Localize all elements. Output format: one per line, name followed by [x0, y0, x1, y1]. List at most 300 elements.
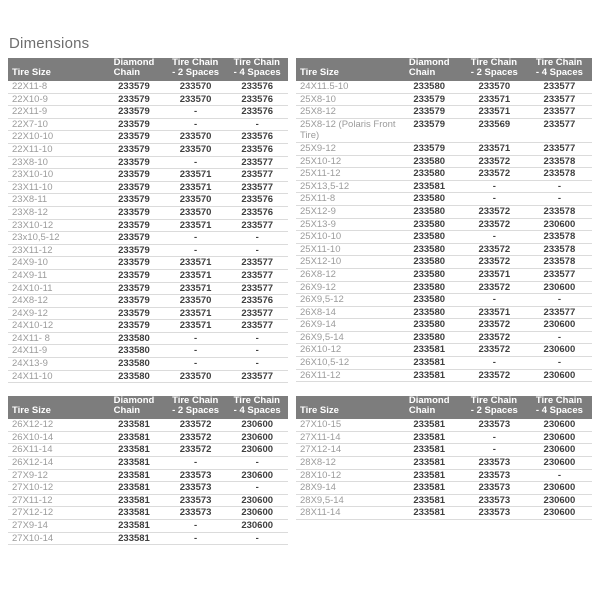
table-row [296, 444, 592, 457]
part-number-cell: 233572 [478, 218, 511, 230]
tire-size-cell: 26X8-14 [300, 306, 336, 318]
table-row [296, 143, 592, 156]
table-row [296, 507, 592, 520]
table-row [296, 269, 592, 282]
part-number-cell: 230600 [241, 520, 274, 531]
part-number-cell: 230600 [543, 218, 576, 230]
part-number-cell: 233576 [241, 81, 274, 92]
column-header-diamond-chain: Diamond Chain [113, 57, 155, 78]
column-header-tire-size: Tire Size [300, 67, 339, 78]
table-row [296, 256, 592, 269]
part-number-cell: 233580 [413, 243, 446, 255]
part-number-cell: 233571 [179, 257, 212, 269]
part-number-cell: 233580 [413, 81, 446, 92]
part-number-cell: 233577 [241, 282, 274, 294]
dimensions-table-top-right [296, 58, 592, 382]
part-number-cell: 233579 [118, 269, 150, 281]
tire-size-cell: 26X9,5-14 [300, 331, 344, 343]
part-number-cell: 233579 [118, 219, 150, 231]
table-row [296, 419, 592, 432]
part-number-cell: - [193, 332, 198, 344]
part-number-cell: 233579 [118, 118, 150, 130]
part-number-cell: 233580 [118, 332, 150, 344]
part-number-cell: 233577 [241, 181, 274, 193]
table-row [8, 320, 288, 333]
part-number-cell: 233572 [478, 344, 511, 356]
tire-size-cell: 27X10-15 [300, 419, 342, 431]
tire-size-cell: 26X9-12 [300, 281, 336, 293]
part-number-cell: 233580 [413, 205, 446, 217]
part-number-cell: 233573 [478, 419, 511, 431]
tire-size-cell: 24X9-10 [12, 257, 48, 269]
part-number-cell: 233579 [118, 206, 150, 218]
table-row [296, 231, 592, 244]
part-number-cell: - [492, 294, 496, 306]
table-body [8, 419, 288, 545]
part-number-cell: 233573 [478, 482, 511, 494]
part-number-cell: 233571 [179, 320, 212, 332]
table-row [8, 533, 288, 546]
part-number-cell: 230600 [543, 507, 576, 519]
part-number-cell: 233581 [413, 507, 446, 519]
tire-size-cell: 23X10-12 [12, 219, 54, 231]
part-number-cell: 233581 [413, 344, 446, 356]
part-number-cell: 233579 [118, 320, 150, 332]
table-row [8, 257, 288, 270]
part-number-cell: 233579 [118, 257, 150, 269]
table-header [8, 58, 288, 81]
part-number-cell: 233579 [118, 181, 150, 193]
tire-size-cell: 27X12-14 [300, 444, 342, 456]
table-row [8, 270, 288, 283]
part-number-cell: 233576 [241, 143, 274, 155]
part-number-cell: - [193, 345, 198, 357]
part-number-cell: 233573 [478, 469, 511, 481]
table-row [296, 94, 592, 107]
table-row [296, 307, 592, 320]
tire-size-cell: 25X12-9 [300, 205, 336, 217]
table-row [296, 156, 592, 169]
part-number-cell: 233577 [241, 169, 274, 181]
tire-size-cell: 28X10-12 [300, 469, 342, 481]
part-number-cell: - [557, 357, 561, 369]
table-row [8, 444, 288, 457]
table-row [8, 419, 288, 432]
tire-size-cell: 25X13-9 [300, 218, 336, 230]
part-number-cell: - [193, 244, 198, 256]
tire-size-cell: 27X10-14 [12, 532, 54, 544]
tire-size-cell: 23X8-12 [12, 206, 48, 218]
table-row [296, 282, 592, 295]
part-number-cell: 230600 [241, 444, 274, 456]
tire-size-cell: 23X8-10 [12, 156, 48, 168]
dimensions-table-bottom-right [296, 396, 592, 520]
part-number-cell: 233581 [118, 520, 150, 531]
tire-size-cell: 24X8-12 [12, 295, 48, 307]
part-number-cell: 233579 [118, 169, 150, 181]
part-number-cell: 233581 [413, 494, 446, 506]
part-number-cell: 230600 [543, 344, 576, 356]
part-number-cell: 233578 [543, 168, 576, 180]
part-number-cell: 233571 [478, 106, 511, 118]
tire-size-cell: 24X11-10 [12, 370, 53, 382]
part-number-cell: 233576 [241, 106, 274, 118]
part-number-cell: 233572 [179, 431, 212, 443]
table-row [296, 332, 592, 345]
part-number-cell: 233577 [241, 219, 274, 231]
tire-size-cell: 24X11.5-10 [300, 81, 349, 92]
part-number-cell: - [557, 180, 561, 192]
part-number-cell: 233581 [413, 469, 446, 481]
table-row [296, 244, 592, 257]
tire-size-cell: 24X10-12 [12, 320, 54, 332]
tire-size-cell: 25X10-10 [300, 231, 342, 243]
tire-size-cell: 26X9,5-12 [300, 294, 344, 306]
part-number-cell: 233580 [413, 268, 446, 280]
part-number-cell: - [255, 482, 259, 494]
part-number-cell: 233573 [478, 507, 511, 519]
tire-size-cell: 26X11-14 [12, 444, 53, 456]
part-number-cell: - [193, 358, 198, 370]
table-row [8, 308, 288, 321]
part-number-cell: - [255, 532, 259, 544]
part-number-cell: 233578 [543, 231, 576, 243]
tire-size-cell: 28X8-12 [300, 457, 336, 469]
part-number-cell: 233581 [413, 482, 446, 494]
tire-size-cell: 25X11-12 [300, 168, 341, 180]
tire-size-cell: 26X9-14 [300, 319, 336, 331]
table-row [8, 432, 288, 445]
part-number-cell: - [255, 332, 259, 344]
part-number-cell: 233579 [413, 93, 446, 105]
tire-size-cell: 23x10,5-12 [12, 232, 60, 244]
part-number-cell: 233577 [543, 118, 576, 130]
part-number-cell: 233580 [413, 306, 446, 318]
part-number-cell: 233581 [413, 419, 446, 431]
table-body [8, 81, 288, 383]
table-row [8, 94, 288, 107]
part-number-cell: 233577 [241, 156, 274, 168]
table-row [8, 220, 288, 233]
tire-size-cell: 22X10-9 [12, 93, 48, 105]
part-number-cell: - [193, 118, 198, 130]
part-number-cell: 233579 [413, 106, 446, 118]
part-number-cell: 233571 [179, 219, 212, 231]
table-row [8, 482, 288, 495]
part-number-cell: 233581 [118, 507, 150, 519]
part-number-cell: 233570 [179, 143, 212, 155]
table-row [8, 157, 288, 170]
part-number-cell: 233577 [241, 307, 274, 319]
part-number-cell: - [557, 193, 561, 205]
part-number-cell: 233573 [179, 507, 212, 519]
part-number-cell: 230600 [543, 444, 576, 456]
part-number-cell: 233571 [478, 142, 511, 154]
table-body [296, 419, 592, 520]
part-number-cell: 233581 [118, 444, 150, 456]
part-number-cell: 233572 [478, 168, 511, 180]
tire-size-cell: 25X11-8 [300, 193, 336, 205]
part-number-cell: - [492, 180, 496, 192]
column-header-tire-size: Tire Size [300, 405, 339, 417]
tire-size-cell: 24X10-11 [12, 282, 53, 294]
part-number-cell: 233576 [241, 206, 274, 218]
part-number-cell: 230600 [543, 482, 576, 494]
part-number-cell: 233581 [118, 482, 150, 494]
dimensions-table-top-left [8, 58, 288, 383]
part-number-cell: 233578 [543, 243, 576, 255]
part-number-cell: - [492, 357, 496, 369]
table-row [8, 295, 288, 308]
part-number-cell: - [492, 431, 496, 443]
part-number-cell: 233577 [241, 269, 274, 281]
column-header-tire-chain-4-spaces: Tire Chain - 4 Spaces [233, 395, 281, 417]
table-row [8, 371, 288, 384]
part-number-cell: 230600 [543, 281, 576, 293]
tire-size-cell: 28X9,5-14 [300, 494, 344, 506]
table-row [8, 507, 288, 520]
tire-size-cell: 23X10-10 [12, 169, 54, 181]
table-row [8, 470, 288, 483]
table-row [8, 283, 288, 296]
part-number-cell: 233580 [413, 331, 446, 343]
part-number-cell: 233571 [179, 181, 212, 193]
part-number-cell: - [557, 294, 561, 306]
part-number-cell: 233571 [478, 268, 511, 280]
part-number-cell: 233580 [413, 256, 446, 268]
part-number-cell: 230600 [241, 419, 274, 431]
part-number-cell: 233581 [118, 419, 150, 431]
column-header-diamond-chain: Diamond Chain [408, 57, 450, 78]
part-number-cell: - [557, 331, 561, 343]
part-number-cell: - [193, 457, 198, 469]
part-number-cell: 230600 [241, 494, 274, 506]
part-number-cell: 233579 [118, 106, 150, 118]
tire-size-cell: 24X9-12 [12, 307, 48, 319]
table-row [8, 144, 288, 157]
tire-size-cell: 27X11-14 [300, 431, 341, 443]
part-number-cell: 233573 [179, 469, 212, 481]
part-number-cell: 233577 [543, 306, 576, 318]
column-header-tire-chain-4-spaces: Tire Chain - 4 Spaces [535, 57, 583, 78]
part-number-cell: 233580 [413, 231, 446, 243]
part-number-cell: 230600 [241, 507, 274, 519]
part-number-cell: 233573 [179, 494, 212, 506]
table-row [296, 370, 592, 383]
part-number-cell: 233581 [413, 431, 446, 443]
table-row [296, 219, 592, 232]
part-number-cell: 233579 [118, 131, 150, 143]
part-number-cell: - [255, 345, 259, 357]
part-number-cell: - [193, 232, 198, 244]
part-number-cell: 233581 [413, 369, 446, 381]
table-row [8, 207, 288, 220]
tire-size-cell: 25X8-12 [300, 106, 336, 118]
part-number-cell: 233570 [179, 93, 212, 105]
part-number-cell: 233576 [241, 93, 274, 105]
tire-size-cell: 28X9-14 [300, 482, 336, 494]
table-row [8, 119, 288, 132]
part-number-cell: 230600 [241, 469, 274, 481]
column-header-diamond-chain: Diamond Chain [408, 395, 450, 417]
part-number-cell: 233577 [543, 268, 576, 280]
tire-size-cell: 26X12-12 [12, 419, 54, 431]
part-number-cell: 233581 [118, 494, 150, 506]
part-number-cell: 233581 [413, 444, 446, 456]
part-number-cell: 233579 [118, 156, 150, 168]
part-number-cell: 233577 [543, 93, 576, 105]
table-row [296, 319, 592, 332]
table-row [296, 482, 592, 495]
part-number-cell: 233570 [478, 81, 511, 92]
part-number-cell: 233580 [413, 168, 446, 180]
part-number-cell: 230600 [543, 319, 576, 331]
table-row [296, 193, 592, 206]
part-number-cell: 233578 [543, 205, 576, 217]
part-number-cell: 230600 [543, 419, 576, 431]
tire-size-cell: 26X8-12 [300, 268, 336, 280]
table-row [296, 206, 592, 219]
column-header-tire-size: Tire Size [12, 405, 51, 417]
table-header [8, 396, 288, 419]
part-number-cell: 233580 [118, 370, 150, 382]
tire-size-cell: 24X13-9 [12, 358, 48, 370]
table-row [296, 106, 592, 119]
part-number-cell: 233580 [413, 155, 446, 167]
table-row [296, 432, 592, 445]
part-number-cell: - [255, 358, 259, 370]
part-number-cell: 233573 [179, 482, 212, 494]
tire-size-cell: 24X9-11 [12, 269, 48, 281]
part-number-cell: 233569 [478, 118, 511, 130]
tire-size-cell: 26X11-12 [300, 369, 341, 381]
part-number-cell: 230600 [543, 494, 576, 506]
part-number-cell: 233581 [118, 431, 150, 443]
column-header-tire-chain-2-spaces: Tire Chain - 2 Spaces [470, 57, 518, 78]
tire-size-cell: 26X12-14 [12, 457, 54, 469]
part-number-cell: 233572 [478, 205, 511, 217]
column-header-tire-chain-2-spaces: Tire Chain - 2 Spaces [470, 395, 518, 417]
dimensions-table-bottom-left [8, 396, 288, 545]
tire-size-cell: 25X12-10 [300, 256, 342, 268]
tire-size-cell: 26X10-12 [300, 344, 342, 356]
table-row [8, 131, 288, 144]
part-number-cell: 233579 [118, 282, 150, 294]
part-number-cell: 233579 [118, 295, 150, 307]
part-number-cell: 230600 [543, 457, 576, 469]
table-row [8, 345, 288, 358]
part-number-cell: 233581 [413, 457, 446, 469]
part-number-cell: 233573 [478, 494, 511, 506]
part-number-cell: - [492, 231, 496, 243]
tables-grid [8, 58, 592, 545]
part-number-cell: 233579 [118, 244, 150, 256]
tire-size-cell: 25X13,5-12 [300, 180, 350, 192]
table-row [296, 181, 592, 194]
part-number-cell: 233577 [241, 257, 274, 269]
table-row [296, 294, 592, 307]
part-number-cell: 233570 [179, 81, 212, 92]
tire-size-cell: 22X10-10 [12, 131, 54, 143]
tire-size-cell: 27X11-12 [12, 494, 53, 506]
tire-size-cell: 23X11-10 [12, 181, 53, 193]
part-number-cell: 233579 [413, 118, 446, 130]
part-number-cell: - [492, 193, 496, 205]
part-number-cell: 233571 [179, 169, 212, 181]
part-number-cell: 230600 [543, 431, 576, 443]
part-number-cell: 233576 [241, 194, 274, 206]
table-header [296, 58, 592, 81]
table-row [296, 457, 592, 470]
part-number-cell: 233579 [118, 232, 150, 244]
part-number-cell: 230600 [241, 431, 274, 443]
part-number-cell: 233579 [118, 194, 150, 206]
table-header [296, 396, 592, 419]
part-number-cell: 233570 [179, 206, 212, 218]
part-number-cell: 233579 [118, 93, 150, 105]
table-row [8, 495, 288, 508]
part-number-cell: - [492, 444, 496, 456]
table-row [8, 457, 288, 470]
tire-size-cell: 26X10,5-12 [300, 357, 350, 369]
tire-size-cell: 22X11-10 [12, 143, 53, 155]
part-number-cell: - [557, 469, 561, 481]
part-number-cell: 233581 [118, 532, 150, 544]
part-number-cell: 233571 [179, 307, 212, 319]
part-number-cell: 233581 [413, 180, 446, 192]
part-number-cell: 233572 [478, 243, 511, 255]
tire-size-cell: 26X10-14 [12, 431, 54, 443]
part-number-cell: - [255, 118, 259, 130]
table-row [8, 520, 288, 533]
part-number-cell: 233576 [241, 295, 274, 307]
part-number-cell: 233572 [179, 419, 212, 431]
table-row [296, 81, 592, 94]
part-number-cell: 233579 [118, 307, 150, 319]
tire-size-cell: 22X7-10 [12, 118, 48, 130]
part-number-cell: - [193, 156, 198, 168]
part-number-cell: 233579 [118, 81, 150, 92]
part-number-cell: 233571 [179, 269, 212, 281]
table-row [296, 357, 592, 370]
column-header-tire-chain-2-spaces: Tire Chain - 2 Spaces [172, 395, 220, 417]
part-number-cell: 233577 [543, 106, 576, 118]
column-header-tire-chain-4-spaces: Tire Chain - 4 Spaces [535, 395, 583, 417]
part-number-cell: - [193, 106, 198, 118]
column-header-tire-chain-2-spaces: Tire Chain - 2 Spaces [172, 57, 220, 78]
part-number-cell: 233580 [413, 193, 446, 205]
part-number-cell: 230600 [543, 369, 576, 381]
part-number-cell: 233572 [478, 155, 511, 167]
table-row [8, 182, 288, 195]
table-row [8, 333, 288, 346]
part-number-cell: 233580 [413, 319, 446, 331]
table-row [8, 358, 288, 371]
part-number-cell: 233581 [118, 457, 150, 469]
part-number-cell: 233577 [543, 81, 576, 92]
table-row [8, 245, 288, 258]
part-number-cell: 233571 [478, 306, 511, 318]
table-row [296, 344, 592, 357]
tire-size-cell: 28X11-14 [300, 507, 341, 519]
page-title: Dimensions [9, 35, 90, 52]
tire-size-cell: 23X11-12 [12, 244, 53, 256]
tire-size-cell: 22X11-8 [12, 81, 48, 92]
part-number-cell: 233570 [179, 131, 212, 143]
part-number-cell: 233572 [478, 331, 511, 343]
part-number-cell: 233570 [179, 370, 212, 382]
part-number-cell: 233572 [478, 256, 511, 268]
